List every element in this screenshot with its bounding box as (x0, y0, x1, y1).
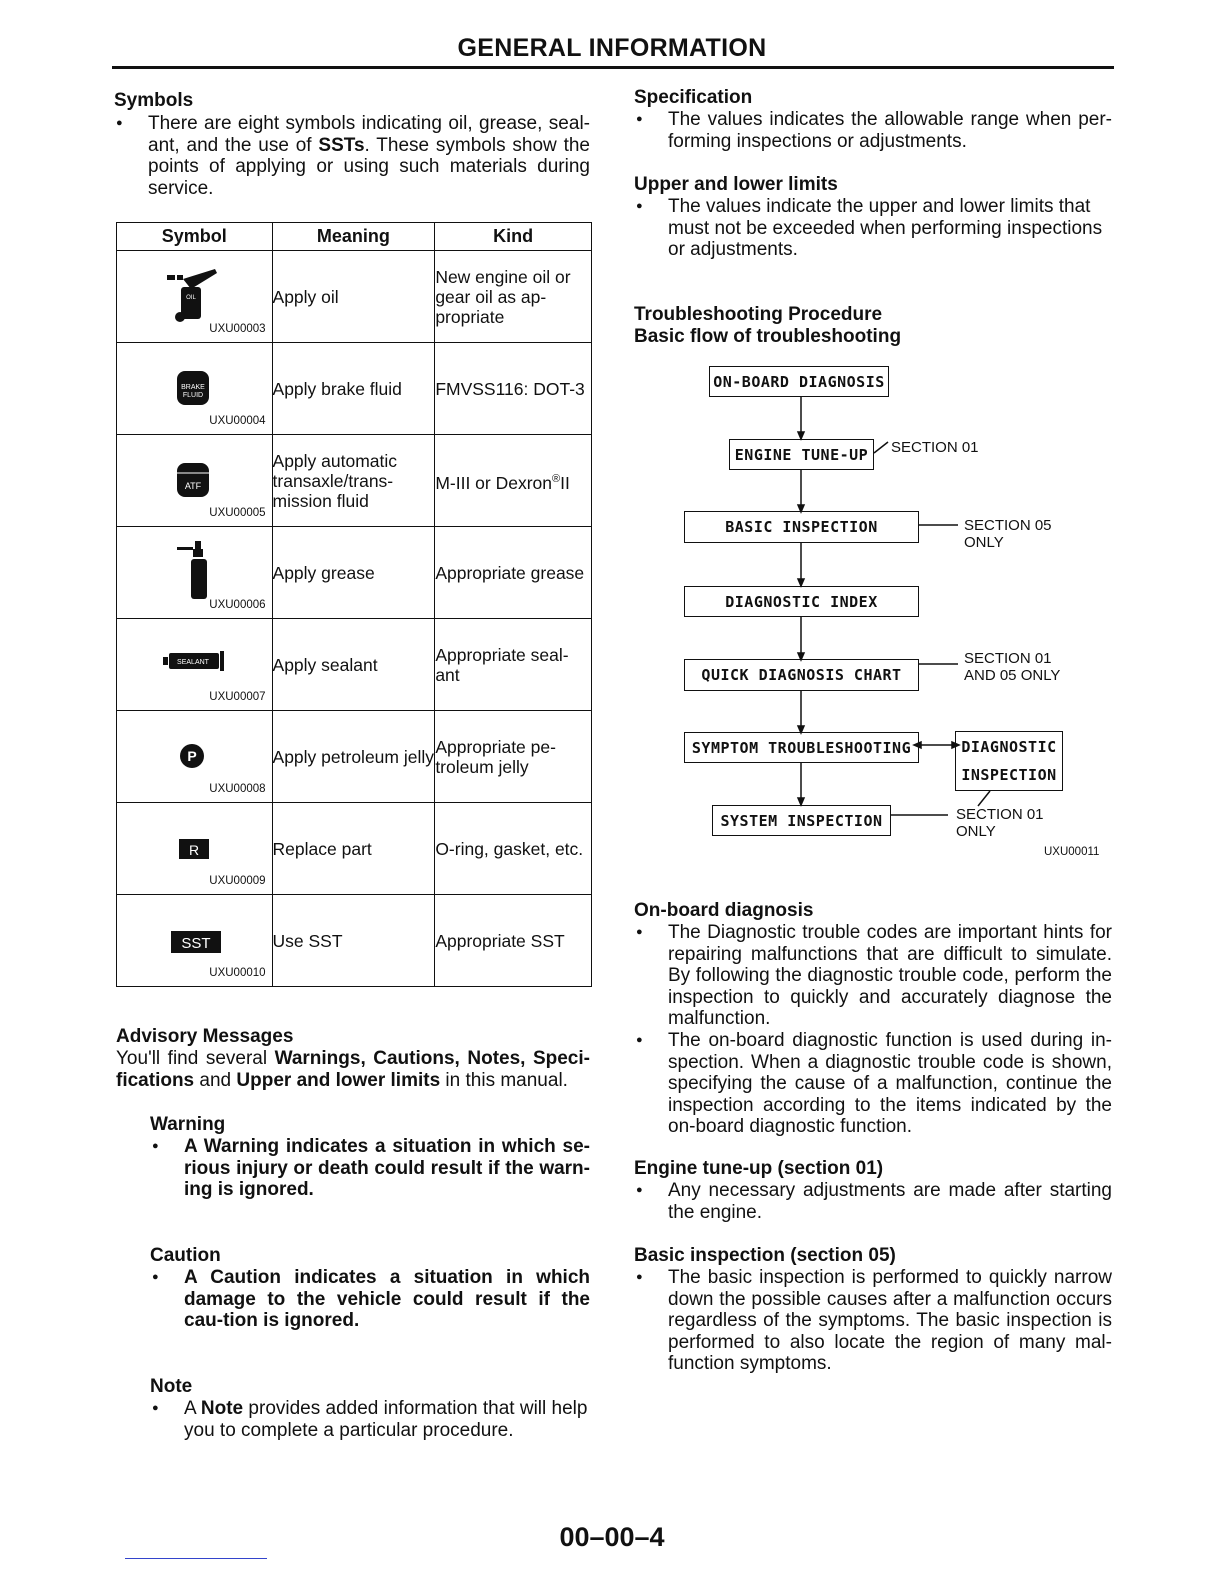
sst-icon (169, 929, 223, 955)
table-row (117, 435, 592, 527)
troubleshooting-heading: Troubleshooting Procedure Basic flow of troubleshooting (634, 304, 902, 347)
symbols-section (114, 90, 590, 199)
page-number: 00–00–4 (559, 1522, 665, 1552)
symbol-code: UXU00010 (209, 967, 266, 979)
symbol-code: UXU00004 (209, 415, 266, 427)
flow-system-inspection-box: SYSTEM INSPECTION (712, 805, 891, 836)
caution-text: ● A Caution indicates a situation in which damage to the vehicle could result if the cau-tion is ignored. (150, 1267, 590, 1332)
replace-part-icon (177, 837, 211, 861)
symbol-cell (117, 527, 273, 619)
page-title: GENERAL INFORMATION (457, 34, 767, 62)
kind-cell: Appropriate pe-troleum jelly (435, 711, 592, 803)
flow-engine-tuneup-box: ENGINE TUNE-UP (729, 439, 874, 470)
meaning-cell: Apply automatic transaxle/trans-mission fluid (272, 435, 435, 527)
atf-icon (175, 461, 211, 499)
basic-inspection-section (634, 1245, 1112, 1375)
flow-symptom-troubleshooting-box: SYMPTOM TROUBLESHOOTING (684, 732, 919, 763)
meaning-cell: Apply petroleum jelly (272, 711, 435, 803)
basic-text: ● The basic inspection is performed to quickly narrow down the possible causes after a malfunction occurs regardless of the symptoms. The basic inspection is performed to also locate the region of many mal-function symptoms. (634, 1267, 1112, 1375)
kind-cell: FMVSS116: DOT-3 (435, 343, 592, 435)
table-row (117, 527, 592, 619)
advisory-heading: Advisory Messages (116, 1026, 294, 1047)
flow-system-label: SECTION 01 ONLY (956, 806, 1044, 840)
symbols-intro: ● There are eight symbols indicating oil, grease, seal-ant, and the use of SSTs. These symbols show the points of applying or using such materials during service. (114, 113, 590, 199)
tuneup-section (634, 1158, 1112, 1223)
svg-text:ATF: ATF (184, 481, 202, 491)
note-text: ● A Note provides added information that will help you to complete a particular procedure. (150, 1398, 590, 1441)
meaning-cell: Apply grease (272, 527, 435, 619)
grease-gun-icon (175, 539, 215, 601)
warning-text: ● A Warning indicates a situation in which se-rious injury or death could result if the warn-ing is ignored. (150, 1136, 590, 1201)
flow-tuneup-label: SECTION 01 (891, 439, 979, 456)
table-row (117, 251, 592, 343)
symbol-code: UXU00008 (209, 783, 266, 795)
symbol-code: UXU00005 (209, 507, 266, 519)
meaning-cell: Apply oil (272, 251, 435, 343)
flow-figure-code: UXU00011 (1044, 846, 1100, 858)
flow-basic-label: SECTION 05 ONLY (964, 517, 1052, 551)
advisory-section (116, 1026, 590, 1091)
kind-cell: Appropriate seal-ant (435, 619, 592, 711)
kind-cell: M-III or Dexron®II (435, 435, 592, 527)
column-header: Meaning (272, 223, 435, 251)
svg-text:SEALANT: SEALANT (177, 659, 209, 666)
tuneup-heading: Engine tune-up (section 01) (634, 1158, 884, 1179)
symbol-cell (117, 251, 273, 343)
limits-heading: Upper and lower limits (634, 174, 838, 195)
flow-onboard-diagnosis-box: ON-BOARD DIAGNOSIS (709, 366, 889, 397)
symbol-code: UXU00006 (209, 599, 266, 611)
svg-text:GREASE: GREASE (211, 566, 217, 592)
symbol-cell (117, 711, 273, 803)
brake-fluid-icon (175, 369, 211, 407)
flow-diagnostic-inspection-box: DIAGNOSTIC INSPECTION (955, 731, 1063, 791)
kind-cell: Appropriate SST (435, 895, 592, 987)
spec-text: ● The values indicates the allowable range when per-forming inspections or adjustments. (634, 109, 1112, 152)
table-row (117, 895, 592, 987)
sealant-tube-icon (161, 649, 227, 673)
oil-can-icon (165, 267, 225, 325)
svg-text:FLUID: FLUID (182, 392, 204, 399)
limits-section (634, 174, 1112, 261)
meaning-cell: Apply sealant (272, 619, 435, 711)
svg-text:BRAKE: BRAKE (181, 384, 205, 391)
flow-quick-label: SECTION 01 AND 05 ONLY (964, 650, 1061, 684)
table-row (117, 803, 592, 895)
obd-text-1: ● The Diagnostic trouble codes are important hints for repairing malfunctions that are difficult to simulate. By following the diagnostic trouble code, perform the inspection to quickly and accurately diagnose the malfunction. (634, 922, 1112, 1030)
petroleum-jelly-icon (177, 741, 207, 771)
column-header: Kind (435, 223, 592, 251)
meaning-cell: Use SST (272, 895, 435, 987)
symbol-code: UXU00009 (209, 875, 266, 887)
svg-text:OIL: OIL (186, 295, 196, 301)
kind-cell: Appropriate grease (435, 527, 592, 619)
svg-text:SST: SST (181, 935, 211, 952)
table-header-row (117, 223, 592, 251)
spec-heading: Specification (634, 87, 753, 108)
obd-text-2: ● The on-board diagnostic function is used during in-spection. When a diagnostic trouble code is shown, specifying the cause of a malfunction, continue the inspection according to the items indicated by the on-board diagnostic function. (634, 1030, 1112, 1138)
kind-cell: New engine oil or gear oil as ap-propriate (435, 251, 592, 343)
advisory-text: You'll find several Warnings, Cautions, Notes, Speci-fications and Upper and lower limits in this manual. (116, 1048, 590, 1091)
caution-heading: Caution (150, 1245, 221, 1266)
meaning-cell: Apply brake fluid (272, 343, 435, 435)
onboard-diagnosis-section (634, 900, 1112, 1138)
footer-link-line (125, 1558, 267, 1559)
symbol-code: UXU00007 (209, 691, 266, 703)
column-header: Symbol (117, 223, 273, 251)
specification-section (634, 87, 1112, 152)
header-rule (112, 66, 1114, 69)
flow-diagnostic-index-box: DIAGNOSTIC INDEX (684, 586, 919, 617)
svg-text:P: P (187, 748, 197, 764)
table-row (117, 619, 592, 711)
symbol-cell (117, 895, 273, 987)
symbol-cell (117, 619, 273, 711)
table-row (117, 343, 592, 435)
limits-text: ● The values indicate the upper and lower limits that must not be exceeded when performing inspections or adjustments. (634, 196, 1112, 261)
symbol-cell (117, 343, 273, 435)
svg-text:R: R (188, 842, 200, 858)
meaning-cell: Replace part (272, 803, 435, 895)
symbol-cell (117, 435, 273, 527)
tuneup-text: ● Any necessary adjustments are made after starting the engine. (634, 1180, 1112, 1223)
basic-heading: Basic inspection (section 05) (634, 1245, 896, 1266)
symbol-cell (117, 803, 273, 895)
table-row (117, 711, 592, 803)
symbols-heading: Symbols (114, 90, 194, 111)
flow-basic-inspection-box: BASIC INSPECTION (684, 511, 919, 543)
symbol-code: UXU00003 (209, 323, 266, 335)
caution-block (150, 1245, 590, 1332)
kind-cell: O-ring, gasket, etc. (435, 803, 592, 895)
flow-quick-diagnosis-box: QUICK DIAGNOSIS CHART (684, 659, 919, 691)
warning-heading: Warning (150, 1114, 226, 1135)
note-heading: Note (150, 1376, 193, 1397)
symbols-table (116, 222, 592, 987)
note-block (150, 1376, 590, 1441)
obd-heading: On-board diagnosis (634, 900, 814, 921)
warning-block (150, 1114, 590, 1201)
